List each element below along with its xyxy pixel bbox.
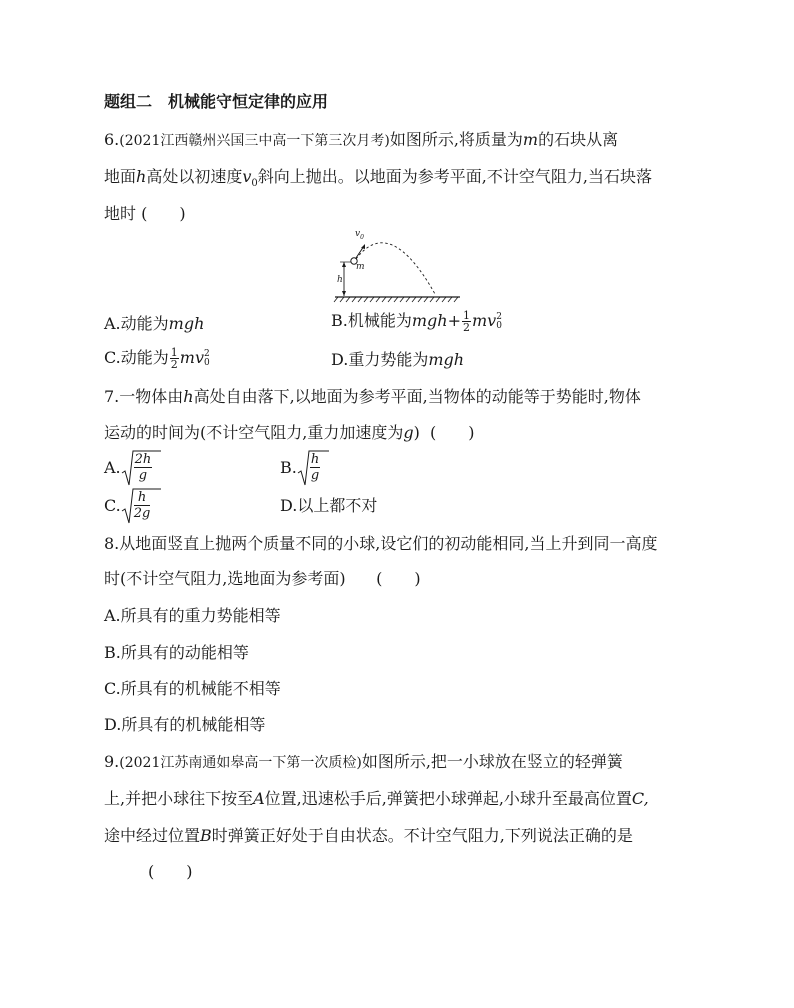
q6-option-a-label: A.动能为 [104,314,169,333]
q9-line-2 [104,787,649,811]
q7-option-c-sqrt: $\frac{h}{2g}$ [121,487,152,525]
q9-line-3 [104,824,633,848]
q7-option-a-sqrt: $\frac{2h}{g}$ [121,449,154,487]
q7-option-c-label: C. [104,496,121,515]
q7-text: 7.一物体由 [104,387,184,406]
q6-var-v-sub: 0 [251,178,258,190]
q6-line-2 [104,165,652,196]
q6-option-b-expr: mgh+ [411,311,461,330]
q9-var-b: B [200,826,212,845]
q6-option-b-supsub: 2 0 [496,311,502,331]
q6-source: (2021江西赣州兴国三中高一下第三次月考) [119,133,390,149]
q7-option-b [280,449,321,487]
q6-var-m: m [522,130,539,149]
q6-projectile-figure [330,222,465,304]
section-title: 题组二 机械能守恒定律的应用 [104,92,329,111]
q8-option-b: B.所具有的动能相等 [104,643,249,662]
q6-text: 高处以初速度 [146,167,243,186]
q6-number: 6. [104,130,120,149]
q6-option-a [104,312,204,336]
q6-option-c-label: C.动能为 [104,348,169,367]
q9-line-1 [104,750,623,775]
q6-text: 地面 [104,167,137,186]
q8-option-c: C.所具有的机械能不相等 [104,679,281,698]
q6-option-d [331,348,464,372]
q7-line-1 [104,385,641,409]
q9-text: 如图所示,把一小球放在竖立的轻弹簧 [361,752,623,771]
q6-text: 地时 [104,204,137,223]
q8-answer-paren: ( ) [376,569,421,588]
q7-option-a [104,449,153,487]
q9-text: 位置,迅速松手后,弹簧把小球弹起,小球升至最高位置 [264,789,632,808]
q7-text: ) [413,423,420,442]
q6-option-d-expr: mgh [428,350,465,369]
q9-answer-paren: ( ) [148,862,193,881]
q8-option-d: D.所具有的机械能相等 [104,715,266,734]
q6-option-c [104,346,210,370]
q8-line-1: 8.从地面竖直上抛两个质量不同的小球,设它们的初动能相同,当上升到同一高度 [104,534,658,553]
q7-text: 运动的时间为(不计空气阻力,重力加速度为 [104,423,404,442]
q6-option-c-half: $\frac{1}{2}$ [170,346,178,371]
q9-var-a: A [253,789,265,808]
q6-option-c-supsub: 2 0 [203,348,210,368]
q6-text: 如图所示,将质量为 [389,130,523,149]
q8-option-a: A.所具有的重力势能相等 [104,606,281,625]
q6-var-h: h [136,167,147,186]
q7-text: 高处自由落下,以地面为参考平面,当物体的动能等于势能时,物体 [193,387,641,406]
fig-label-m: m [356,262,365,272]
q7-option-d: D.以上都不对 [280,496,378,515]
q7-option-b-sqrt: $\frac{h}{g}$ [297,449,321,487]
q9-text: 时弹簧正好处于自由状态。不计空气阻力,下列说法正确的是 [211,826,633,845]
q6-answer-paren: ( ) [141,204,186,223]
q6-option-b [331,309,502,333]
q6-option-b-label: B.机械能为 [331,311,412,330]
q7-var-h: h [183,387,194,406]
q6-option-b-mv: mv [471,311,497,330]
q6-option-d-label: D.重力势能为 [331,350,429,369]
fig-label-h: h [337,275,343,285]
q6-option-c-mv: mv [179,348,204,367]
q6-var-v: v [242,167,252,186]
q9-source: (2021江苏南通如皋高一下第一次质检) [119,755,362,771]
q6-option-a-expr: mgh [168,314,205,333]
q7-line-2 [104,421,475,445]
q7-answer-paren: ( ) [430,423,475,442]
q8-line-2 [104,567,421,591]
q6-text: 的石块从离 [538,130,619,149]
q8-text: 时(不计空气阻力,选地面为参考面) [104,569,346,588]
q7-option-c [104,487,151,525]
q9-text: 途中经过位置 [104,826,201,845]
fig-label-v0: $v_0$ [355,229,364,241]
q7-var-g: g [403,423,414,442]
q6-option-b-half: $\frac{1}{2}$ [462,309,470,334]
q7-option-a-label: A. [104,458,121,477]
q9-var-c: C, [631,789,649,808]
q7-option-b-label: B. [280,458,297,477]
q9-number: 9. [104,752,120,771]
q6-line-3 [104,202,186,226]
q6-line-1 [104,128,618,153]
q6-text: 斜向上抛出。以地面为参考平面,不计空气阻力,当石块落 [257,167,652,186]
q9-text: 上,并把小球往下按至 [104,789,254,808]
